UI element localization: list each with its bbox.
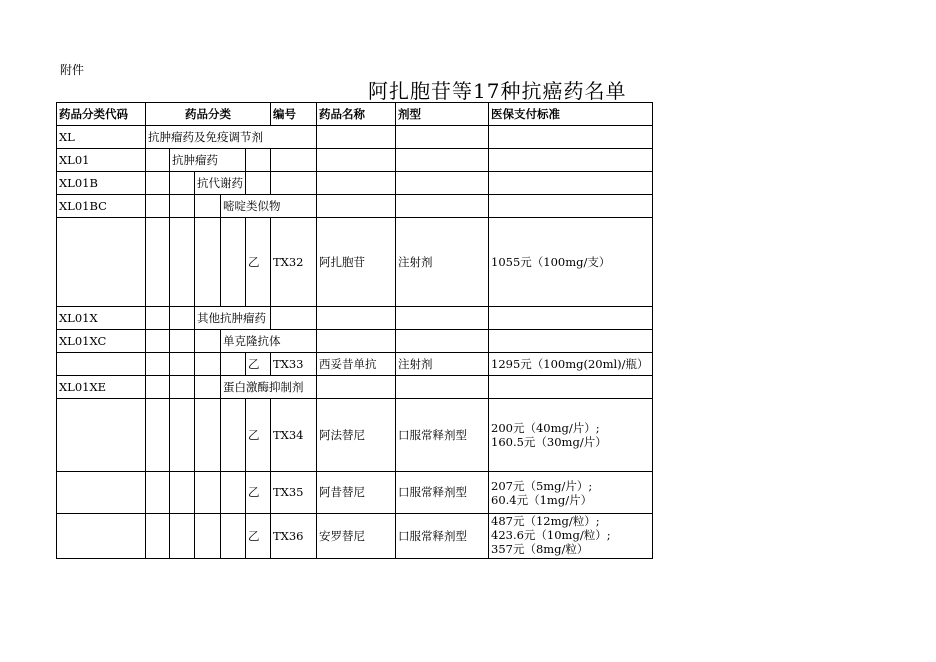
standard-line: 207元（5mg/片）;	[491, 478, 593, 493]
number-cell: TX33	[271, 353, 317, 376]
table-row	[57, 353, 653, 376]
number-cell: TX35	[271, 472, 317, 514]
number-cell: TX32	[271, 218, 317, 307]
form-cell: 口服常释剂型	[396, 399, 489, 472]
code-cell: XL01B	[57, 172, 146, 195]
table-row	[57, 149, 653, 172]
drug-name-cell: 西妥昔单抗	[317, 353, 396, 376]
drug-name-cell: 阿法替尼	[317, 399, 396, 472]
page-title: 阿扎胞苷等17种抗癌药名单	[368, 79, 627, 103]
table-row	[57, 514, 653, 559]
code-cell: XL01BC	[57, 195, 146, 218]
standard-cell	[489, 218, 653, 307]
table-row	[57, 330, 653, 353]
grade-cell: 乙	[246, 399, 271, 472]
drug-name-cell: 阿昔替尼	[317, 472, 396, 514]
table-row	[57, 399, 653, 472]
standard-cell	[489, 472, 653, 514]
header-code: 药品分类代码	[57, 103, 146, 126]
header-category: 药品分类	[146, 103, 271, 126]
table-row	[57, 472, 653, 514]
attachment-label: 附件	[60, 63, 85, 77]
table-row	[57, 126, 653, 149]
grade-cell: 乙	[246, 353, 271, 376]
code-cell: XL01XC	[57, 330, 146, 353]
grade-cell: 乙	[246, 514, 271, 559]
drug-name-cell: 安罗替尼	[317, 514, 396, 559]
category-cell: 抗代谢药	[195, 172, 246, 195]
category-cell: 嘧啶类似物	[221, 195, 317, 218]
table-row	[57, 195, 653, 218]
form-cell: 注射剂	[396, 218, 489, 307]
standard-line: 487元（12mg/粒）;	[491, 514, 600, 528]
table-header-row	[57, 103, 653, 126]
category-cell: 其他抗肿瘤药	[195, 307, 271, 330]
standard-line: 1295元（100mg(20ml)/瓶）	[491, 357, 649, 371]
grade-cell: 乙	[246, 472, 271, 514]
table-row	[57, 172, 653, 195]
standard-line: 357元（8mg/粒）	[491, 542, 589, 556]
code-cell: XL01X	[57, 307, 146, 330]
header-name: 药品名称	[317, 103, 396, 126]
form-cell: 注射剂	[396, 353, 489, 376]
table-row	[57, 307, 653, 330]
header-form: 剂型	[396, 103, 489, 126]
standard-line: 200元（40mg/片）;	[491, 421, 600, 435]
category-cell: 抗肿瘤药及免疫调节剂	[146, 126, 317, 149]
code-cell: XL01	[57, 149, 146, 172]
form-cell: 口服常释剂型	[396, 472, 489, 514]
standard-cell	[489, 353, 653, 376]
code-cell: XL01XE	[57, 376, 146, 399]
standard-line: 423.6元（10mg/粒）;	[491, 528, 611, 542]
number-cell: TX36	[271, 514, 317, 559]
standard-line: 1055元（100mg/支）	[491, 255, 611, 269]
standard-cell	[489, 514, 653, 559]
code-cell: XL	[57, 126, 146, 149]
category-cell: 蛋白激酶抑制剂	[221, 376, 317, 399]
header-number: 编号	[271, 103, 317, 126]
standard-line: 60.4元（1mg/片）	[491, 492, 593, 507]
table-row	[57, 218, 653, 307]
standard-cell	[489, 399, 653, 472]
form-cell: 口服常释剂型	[396, 514, 489, 559]
number-cell: TX34	[271, 399, 317, 472]
table-row	[57, 376, 653, 399]
standard-line: 160.5元（30mg/片）	[491, 435, 607, 449]
grade-cell: 乙	[246, 218, 271, 307]
category-cell: 抗肿瘤药	[170, 149, 246, 172]
header-standard: 医保支付标准	[489, 103, 653, 126]
drug-list-table	[56, 102, 653, 559]
category-cell: 单克隆抗体	[221, 330, 317, 353]
drug-name-cell: 阿扎胞苷	[317, 218, 396, 307]
